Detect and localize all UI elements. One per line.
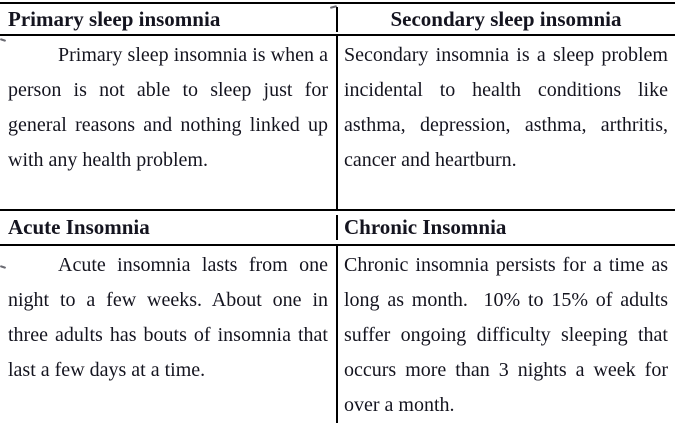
body-cell-secondary-description (336, 36, 675, 209)
header-cell-secondary-sleep-insomnia: Secondary sleep insomnia (336, 7, 675, 32)
body-cell-primary-description (0, 36, 336, 209)
table-row-body-1 (0, 36, 675, 211)
body-cell-chronic-description (336, 246, 675, 423)
header-cell-acute-insomnia: Acute Insomnia (8, 215, 150, 239)
acute-insomnia-paragraph: Acute insomnia lasts from one night to a few weeks. About one in three adults has bouts of insomnia that last a few days at a time. (8, 254, 328, 381)
chronic-insomnia-paragraph: Chronic insomnia persists for a time as long as month. 10% to 15% of adults suffer ongoing difficulty sleeping that occurs more than 3 nights a week for over a month. (344, 254, 668, 416)
primary-insomnia-paragraph: Primary sleep insomnia is when a person is not able to sleep just for general reasons and nothing linked up with any health problem. (8, 44, 328, 171)
secondary-insomnia-paragraph: Secondary insomnia is a sleep problem incidental to health conditions like asthma, depression, asthma, arthritis, cancer and heartburn. (344, 44, 668, 171)
table-row-body-2 (0, 246, 675, 423)
body-cell-acute-description (0, 246, 336, 423)
insomnia-types-table (0, 2, 675, 423)
table-row-header-2 (0, 211, 675, 246)
header-cell-primary-sleep-insomnia: Primary sleep insomnia (8, 6, 221, 31)
table-row-header-1 (0, 4, 675, 36)
header-cell-chronic-insomnia: Chronic Insomnia (336, 215, 675, 240)
